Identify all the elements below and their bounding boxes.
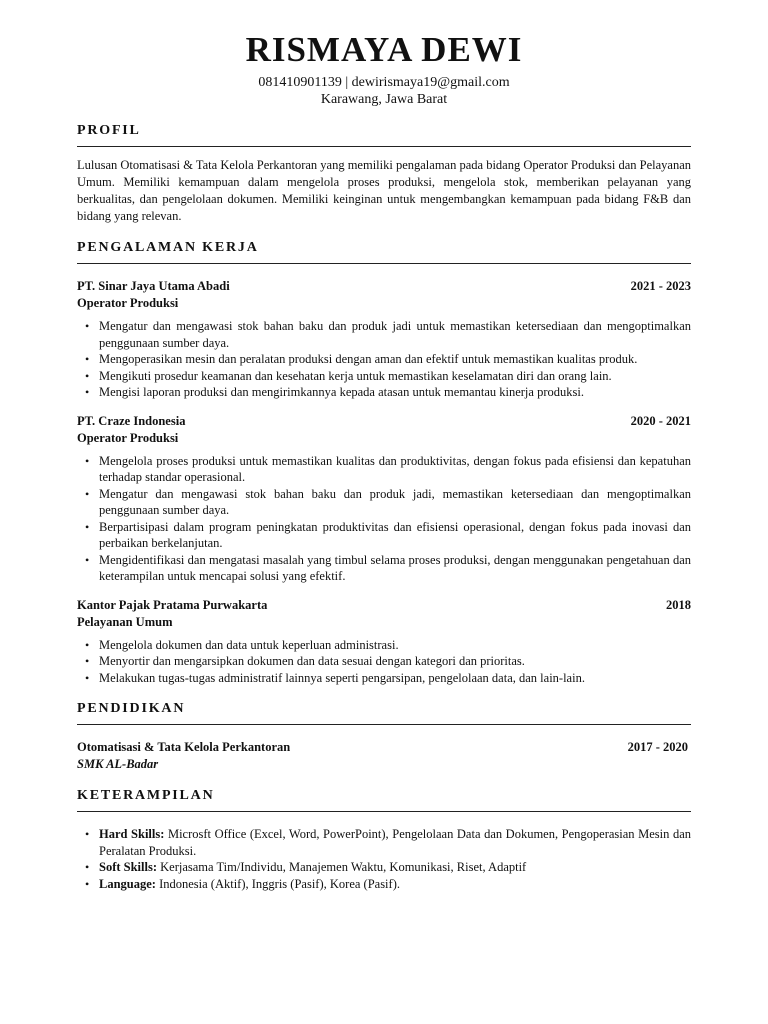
skill-label: Hard Skills: [99, 827, 165, 841]
education-program: Otomatisasi & Tata Kelola Perkantoran [77, 740, 291, 754]
bullet-icon: • [85, 453, 90, 468]
job-entry [77, 413, 691, 585]
duty-text: Mengelola dokumen dan data untuk keperluan administrasi. [99, 637, 399, 652]
duty-text: Menyortir dan mengarsipkan dokumen dan data sesuai dengan kategori dan prioritas. [99, 654, 525, 668]
duty-text: Mengelola proses produksi untuk memastikan kualitas dan produktivitas, dengan fokus pada efisiensi dan kepatuhan terhadap standar operasional. [99, 453, 691, 484]
bullet-icon: • [85, 876, 90, 891]
list-item [77, 826, 691, 859]
company-name: PT. Craze Indonesia [77, 413, 186, 428]
bullet-icon: • [85, 552, 90, 567]
section-title-experience: PENGALAMAN KERJA [77, 239, 691, 264]
list-item [77, 453, 691, 486]
duty-text: Berpartisipasi dalam program peningkatan produktivitas dan efisiensi operasional, dengan fokus pada inovasi dan perbaikan berkelanjutan. [99, 519, 691, 550]
bullet-icon: • [85, 637, 90, 652]
education-period: 2017 - 2020 [627, 740, 688, 754]
skill-label: Language: [99, 876, 156, 891]
list-item [77, 653, 691, 670]
duty-text: Mengidentifikasi dan mengatasi masalah yang timbul selama proses produksi, dengan menggunakan pengetahuan dan keterampilan untuk mencapai solusi yang efektif. [99, 552, 691, 583]
profile-section [77, 122, 691, 225]
bullet-icon: • [85, 670, 90, 685]
resume-header [77, 30, 691, 108]
duty-text: Melakukan tugas-tugas administratif lainnya seperti pengarsipan, pengelolaan data, dan lain-lain. [99, 670, 585, 685]
job-entry [77, 278, 691, 401]
profile-text: Lulusan Otomatisasi & Tata Kelola Perkantoran yang memiliki pengalaman pada bidang Operator Produksi dan Pelayanan Umum. Memiliki kemampuan dalam mengelola proses produksi, mengelola stok, memberikan pelayanan yang berkualitas, dan pengelolaan dokumen. Memiliki keinginan untuk mengembangkan kemampuan pada bidang F&B dan bidang yang relevan. [77, 158, 692, 223]
list-item [77, 552, 691, 585]
duty-text: Mengatur dan mengawasi stok bahan baku dan produk jadi untuk memastikan ketersediaan dan mengoptimalkan penggunaan sumber daya. [99, 319, 691, 350]
company-name: PT. Sinar Jaya Utama Abadi [77, 279, 230, 293]
list-item [77, 637, 691, 654]
list-item [77, 384, 691, 401]
bullet-icon: • [85, 352, 90, 366]
list-item [77, 876, 691, 893]
list-item [77, 859, 691, 876]
job-role: Operator Produksi [77, 430, 179, 445]
list-item [77, 318, 691, 351]
experience-section [77, 239, 691, 686]
list-item [77, 486, 691, 519]
list-item [77, 519, 691, 552]
skill-text: Microsft Office (Excel, Word, PowerPoint), Pengelolaan Data dan Dokumen, Pengoperasian Mesin dan Peralatan Produksi. [99, 827, 691, 858]
job-duties-list [77, 318, 691, 401]
list-item [77, 368, 691, 385]
job-entry [77, 597, 691, 687]
job-period: 2020 - 2021 [630, 413, 691, 428]
skills-section [77, 787, 691, 892]
job-header [77, 413, 691, 430]
bullet-icon: • [85, 319, 90, 333]
duty-text: Mengisi laporan produksi dan mengirimkannya kepada atasan untuk memantau kinerja produksi. [99, 385, 584, 399]
job-period: 2021 - 2023 [630, 279, 691, 293]
bullet-icon: • [85, 486, 90, 501]
job-header [77, 597, 691, 614]
job-header [77, 278, 691, 295]
section-title-education: PENDIDIKAN [77, 700, 691, 725]
job-role: Operator Produksi [77, 296, 179, 310]
skill-text: Indonesia (Aktif), Inggris (Pasif), Korea (Pasif). [155, 876, 400, 891]
skills-list [77, 826, 691, 892]
job-duties-list [77, 453, 691, 585]
job-role: Pelayanan Umum [77, 614, 173, 629]
skill-label: Soft Skills: [99, 860, 158, 874]
bullet-icon: • [85, 385, 90, 399]
company-name: Kantor Pajak Pratama Purwakarta [77, 597, 268, 612]
job-period: 2018 [666, 597, 691, 612]
bullet-icon: • [85, 519, 90, 534]
skill-text: Kerjasama Tim/Individu, Manajemen Waktu, Komunikasi, Riset, Adaptif [157, 860, 527, 874]
education-section [77, 700, 691, 773]
candidate-name: RISMAYA DEWI [245, 30, 523, 69]
bullet-icon: • [85, 654, 90, 668]
section-title-profile: PROFIL [77, 122, 691, 147]
duty-text: Mengatur dan mengawasi stok bahan baku dan produk jadi, memastikan ketersediaan dan mengoptimalkan penggunaan sumber daya. [99, 486, 691, 517]
bullet-icon: • [85, 860, 90, 874]
bullet-icon: • [85, 827, 90, 841]
school-name: SMK AL-Badar [77, 757, 159, 771]
location-line: Karawang, Jawa Barat [320, 92, 448, 107]
duty-text: Mengikuti prosedur keamanan dan kesehatan kerja untuk memastikan keselamatan diri dan orang lain. [99, 368, 612, 383]
bullet-icon: • [85, 368, 90, 383]
education-entry [77, 739, 691, 773]
contact-line: 081410901139 | dewirismaya19@gmail.com [258, 75, 510, 90]
list-item [77, 351, 691, 368]
education-header [77, 739, 691, 756]
section-title-skills: KETERAMPILAN [77, 787, 691, 812]
job-duties-list [77, 637, 691, 687]
duty-text: Mengoperasikan mesin dan peralatan produksi dengan aman dan efektif untuk memastikan kualitas produk. [99, 352, 638, 366]
list-item [77, 670, 691, 687]
